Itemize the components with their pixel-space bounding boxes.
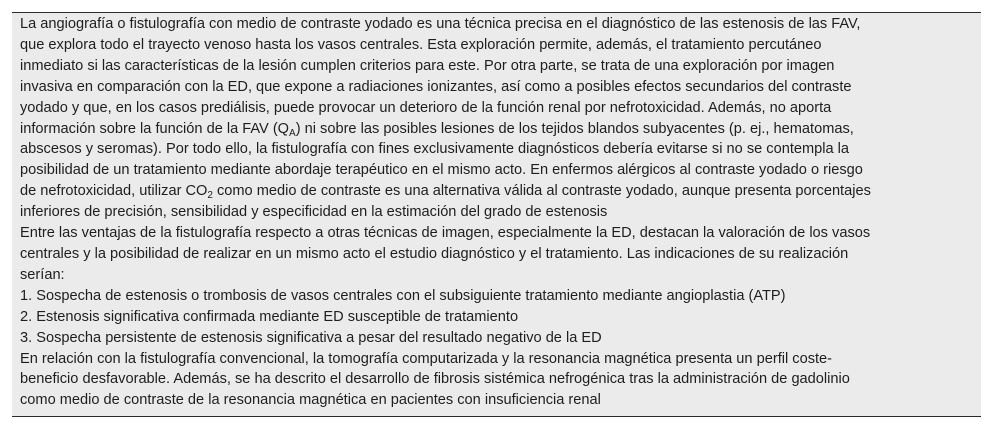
text-line: La angiografía o fistulografía con medio de contraste yodado es una técnica precisa en el diagnóstico de las estenosis de las FAV, (20, 16, 861, 32)
subscript: A (289, 127, 296, 139)
text-line: yodado y que, en los casos prediálisis, puede provocar un deterioro de la función renal por nefrotoxicidad. Además, no aporta (20, 99, 832, 116)
indications-list (20, 286, 973, 349)
text-box (12, 12, 981, 417)
text-line: centrales y la posibilidad de realizar en un mismo acto el estudio diagnóstico y el tratamiento. Las indicaciones de su realización (20, 245, 849, 262)
paragraph-angiography (20, 14, 973, 223)
text-line: invasiva en comparación con la ED, que expone a radiaciones ionizantes, así como a posibles efectos secundarios del contraste (20, 78, 852, 95)
text-line: inmediato si las características de la lesión cumplen criterios para este. Por otra parte, se trata de una exploración por imagen (20, 57, 835, 74)
text-segment: información sobre la función de la FAV (Q (20, 120, 290, 137)
text-segment: de nefrotoxicidad, utilizar CO (20, 183, 208, 200)
text-line (20, 181, 973, 202)
text-line: Entre las ventajas de la fistulografía respecto a otras técnicas de imagen, especialmente la ED, destacan la valoración de los vasos (20, 225, 871, 242)
text-line: posibilidad de un tratamiento mediante abordaje terapéutico en el mismo acto. En enfermos alérgicos al contraste yodado o riesgo (20, 162, 863, 179)
paragraph-comparison (20, 349, 973, 412)
text-line: abscesos y seromas). Por todo ello, la fistulografía con fines exclusivamente diagnósticos debería evitarse si no se contempla la (20, 141, 850, 158)
text-line: inferiores de precisión, sensibilidad y especificidad en la estimación del grado de estenosis (20, 204, 608, 221)
list-item: 1. Sospecha de estenosis o trombosis de vasos centrales con el subsiguiente tratamiento mediante angioplastia (ATP) (20, 287, 786, 304)
subscript: 2 (207, 190, 213, 202)
text-line: como medio de contraste de la resonancia magnética en pacientes con insuficiencia renal (20, 392, 601, 409)
list-item: 3. Sospecha persistente de estenosis significativa a pesar del resultado negativo de la ED (20, 329, 602, 346)
list-item: 2. Estenosis significativa confirmada mediante ED susceptible de tratamiento (20, 308, 519, 325)
text-segment: ) ni sobre las posibles lesiones de los tejidos blandos subyacentes (p. ej., hematomas, (295, 120, 854, 137)
paragraph-advantages (20, 223, 973, 286)
text-line: En relación con la fistulografía convencional, la tomografía computarizada y la resonancia magnética presenta un perfil coste- (20, 350, 833, 367)
text-segment: como medio de contraste es una alternativa válida al contraste yodado, aunque presenta porcentajes (212, 183, 871, 200)
text-line: que explora todo el trayecto venoso hasta los vasos centrales. Esta exploración permite, además, el tratamiento percutáneo (20, 36, 822, 53)
text-line: serían: (20, 266, 65, 283)
text-line (20, 119, 973, 140)
text-line: beneficio desfavorable. Además, se ha descrito el desarrollo de fibrosis sistémica nefrogénica tras la administración de gadolinio (20, 371, 850, 388)
